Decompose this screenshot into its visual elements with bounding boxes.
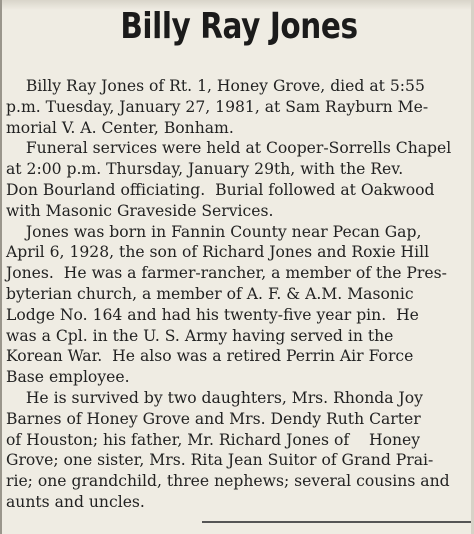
bottom-rule (202, 521, 474, 523)
body-line: of Houston; his father, Mr. Richard Jones of Honey (6, 430, 421, 449)
body-line: Don Bourland officiating. Burial followed at Oakwood (6, 180, 435, 199)
body-line: Barnes of Honey Grove and Mrs. Dendy Ruth Carter (6, 409, 421, 428)
body-line: rie; one grandchild, three nephews; several cousins and (6, 472, 450, 491)
body-line: Grove; one sister, Mrs. Rita Jean Suitor of Grand Prai- (6, 451, 434, 470)
body-line: Jones was born in Fannin County near Pecan Gap, (6, 222, 422, 241)
body-line: at 2:00 p.m. Thursday, January 29th, with the Rev. (6, 160, 404, 179)
body-line: aunts and uncles. (6, 492, 145, 511)
body-line: byterian church, a member of A. F. & A.M. Masonic (6, 284, 414, 303)
body-line: April 6, 1928, the son of Richard Jones and Roxie Hill (6, 243, 430, 262)
body-line: with Masonic Graveside Services. (6, 201, 274, 220)
obituary-headline: Billy Ray Jones (120, 6, 358, 47)
body-line: was a Cpl. in the U. S. Army having served in the (6, 326, 394, 345)
body-line: Funeral services were held at Cooper-Sorrells Chapel (6, 139, 452, 158)
obituary-body (6, 76, 474, 513)
body-line: morial V. A. Center, Bonham. (6, 118, 234, 137)
body-line: Base employee. (6, 368, 130, 387)
body-line: p.m. Tuesday, January 27, 1981, at Sam Rayburn Me- (6, 97, 429, 116)
body-line: Billy Ray Jones of Rt. 1, Honey Grove, died at 5:55 (6, 77, 425, 95)
body-line: Korean War. He also was a retired Perrin Air Force (6, 347, 414, 366)
body-line: Lodge No. 164 and had his twenty-five year pin. He (6, 305, 419, 324)
body-line: He is survived by two daughters, Mrs. Rhonda Joy (6, 388, 423, 407)
body-line: Jones. He was a farmer-rancher, a member of the Pres- (6, 264, 447, 283)
